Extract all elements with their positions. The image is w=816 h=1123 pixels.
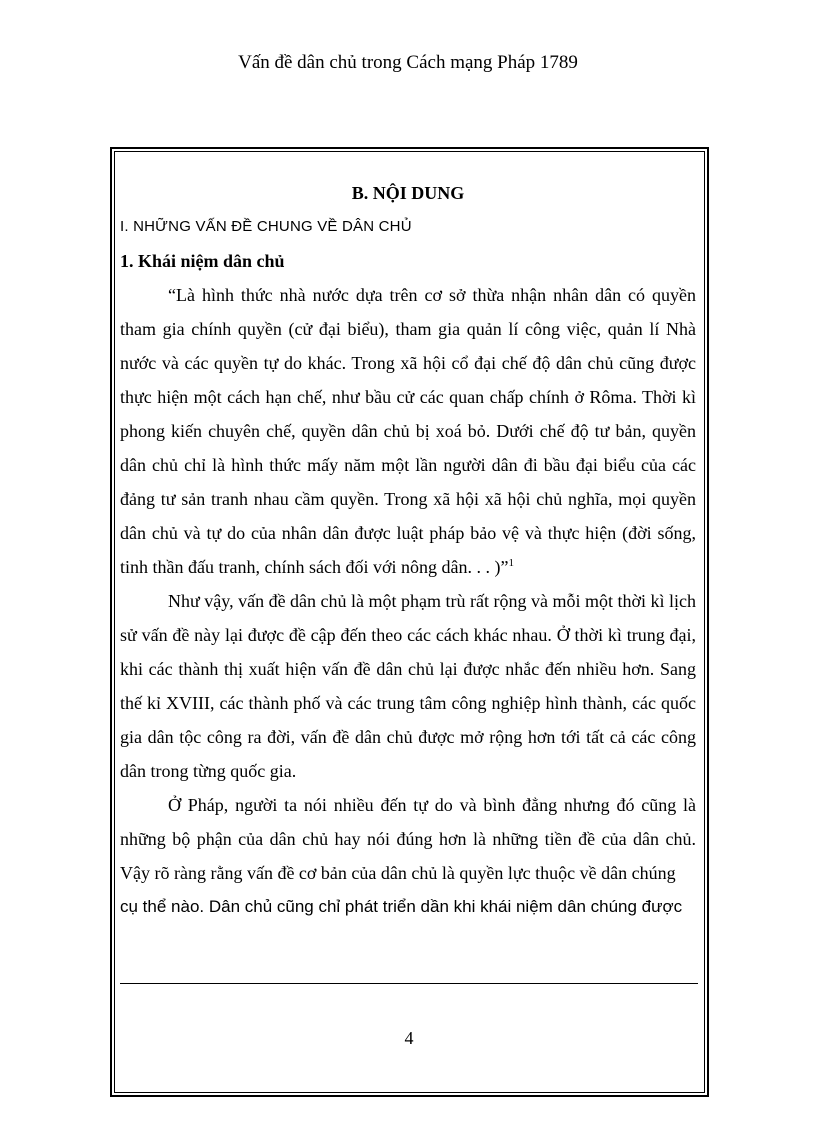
page-number: 4: [404, 1028, 414, 1048]
subsection-heading: 1. Khái niệm dân chủ: [120, 251, 285, 271]
chapter-heading: I. NHỮNG VẤN ĐỀ CHUNG VỀ DÂN CHỦ: [120, 218, 412, 235]
paragraph-2: Như vậy, vấn đề dân chủ là một phạm trù rất rộng và mỗi một thời kì lịch sử vấn đề này lại được đề cập đến theo các cách khác nhau. Ở thời kì trung đại, khi các thành thị xuất hiện vấn đề dân chủ lại được nhắc đến nhiều hơn. Sang thế kỉ XVIII, các thành phố và các trung tâm công nghiệp hình thành, các quốc gia dân tộc công ra đời, vấn đề dân chủ được mở rộng hơn tới tất cả các công dân trong từng quốc gia.: [120, 591, 696, 781]
footnote-separator: [120, 983, 698, 984]
quote-paragraph: [120, 278, 696, 584]
section-title: B. NỘI DUNG: [351, 183, 465, 203]
paragraph-4-line: cụ thể nào. Dân chủ cũng chỉ phát triển dần khi khái niệm dân chúng được: [120, 897, 683, 916]
page-content: [120, 176, 696, 924]
quote-text: “Là hình thức nhà nước dựa trên cơ sở thừa nhận nhân dân có quyền tham gia chính quyền (cử đại biểu), tham gia quản lí công việc, quản lí Nhà nước và các quyền tự do khác. Trong xã hội cổ đại chế độ dân chủ cũng được thực hiện một cách hạn chế, như bầu cử các quan chấp chính ở Rôma. Thời kì phong kiến chuyên chế, quyền dân chủ bị xoá bỏ. Dưới chế độ tư bản, quyền dân chủ chỉ là hình thức mấy năm một lần người dân đi bầu đại biểu của các đảng tư sản tranh nhau cầm quyền. Trong xã hội xã hội chủ nghĩa, mọi quyền dân chủ và tự do của nhân dân được luật pháp bảo vệ và thực hiện (đời sống, tinh thần đấu tranh, chính sách đối với nông dân. . . )”: [120, 285, 696, 577]
paragraph-3: Ở Pháp, người ta nói nhiều đến tự do và bình đẳng nhưng đó cũng là những bộ phận của dân chủ hay nói đúng hơn là những tiền đề của dân chủ. Vậy rõ ràng rằng vấn đề cơ bản của dân chủ là quyền lực thuộc về dân chúng: [120, 795, 696, 883]
footnote-marker: 1: [508, 557, 514, 569]
running-header: Vấn đề dân chủ trong Cách mạng Pháp 1789: [238, 52, 578, 73]
